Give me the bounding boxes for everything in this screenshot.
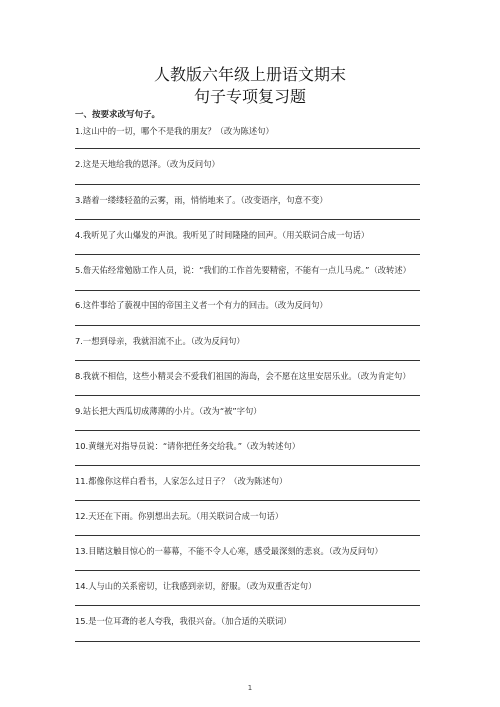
question-10: 10.黄继光对指导员说：“请你把任务交给我。”（改为转述句） xyxy=(75,441,301,451)
answer-line-2 xyxy=(75,184,420,185)
answer-line-1 xyxy=(75,148,420,149)
answer-line-3 xyxy=(75,219,420,220)
page-number: 1 xyxy=(247,684,253,692)
question-3: 3.踏着一缕缕轻盈的云雾，雨，悄悄地来了。（改变语序，句意不变） xyxy=(75,195,328,205)
answer-line-13 xyxy=(75,570,420,571)
answer-line-10 xyxy=(75,465,420,466)
answer-line-5 xyxy=(75,290,420,291)
question-6: 6.这件事给了藐视中国的帝国主义者一个有力的回击。（改为反问句） xyxy=(75,300,328,310)
question-14: 14.人与山的关系密切，让我感到亲切，舒服。（改为双重否定句） xyxy=(75,581,317,591)
answer-line-4 xyxy=(75,254,420,255)
title-line-2: 句子专项复习题 xyxy=(193,87,306,106)
question-7: 7.一想到母亲，我就泪流不止。（改为反问句） xyxy=(75,336,245,346)
section-heading: 一、按要求改写句子。 xyxy=(75,110,161,120)
question-12: 12.天还在下雨。你别想出去玩。（用关联词合成一句话） xyxy=(75,511,284,521)
answer-line-6 xyxy=(75,325,420,326)
question-1: 1.这山中的一切，哪个不是我的朋友？（改为陈述句） xyxy=(75,126,274,136)
title-line-1: 人教版六年级上册语文期末 xyxy=(153,65,346,84)
answer-line-15 xyxy=(75,641,420,642)
question-15: 15.是一位耳聋的老人夸我，我很兴奋。（加合适的关联词） xyxy=(75,616,292,626)
answer-line-7 xyxy=(75,360,420,361)
answer-line-14 xyxy=(75,605,420,606)
answer-line-12 xyxy=(75,535,420,536)
question-11: 11.都像你这样白看书，人家怎么过日子？（改为陈述句） xyxy=(75,476,288,486)
answer-line-11 xyxy=(75,500,420,501)
question-8: 8.我就不相信，这些小精灵会不爱我们祖国的海岛，会不愿在这里安居乐业。（改为肯定句） xyxy=(75,371,411,381)
question-5: 5.詹天佑经常勉励工作人员，说：“我们的工作首先要精密，不能有一点儿马虎。”（改转述） xyxy=(75,265,411,275)
answer-line-8 xyxy=(75,395,420,396)
question-9: 9.站长把大西瓜切成薄薄的小片。（改为“被”字句） xyxy=(75,406,262,416)
question-4: 4.我听见了火山爆发的声浪。我听见了时间隆隆的回声。（用关联词合成一句话） xyxy=(75,230,370,240)
question-2: 2.这是天地给我的恩泽。（改为反问句） xyxy=(75,159,220,169)
answer-line-9 xyxy=(75,430,420,431)
question-13: 13.目睹这触目惊心的一幕幕，不能不令人心寒，感受最深刻的悲哀。（改为反问句） xyxy=(75,546,383,556)
